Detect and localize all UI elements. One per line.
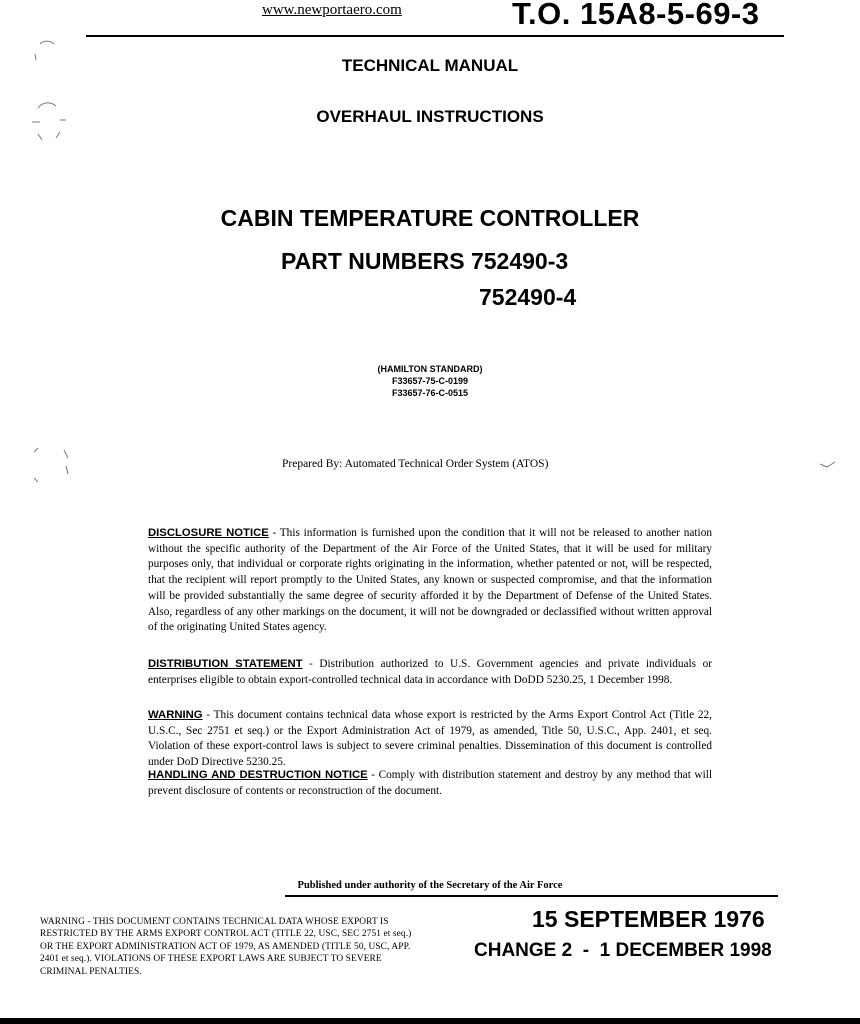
change-notice: CHANGE 2 - 1 DECEMBER 1998 <box>474 940 772 961</box>
manufacturer-name: (HAMILTON STANDARD) <box>377 364 483 374</box>
handling-text: - Comply with distribution statement and destroy by any method that will prevent disclosure of contents or reconstruction of the document. <box>148 769 712 797</box>
manual-subtype: OVERHAUL INSTRUCTIONS <box>316 107 544 126</box>
punch-hole-marks <box>20 30 80 500</box>
distribution-statement <box>148 657 712 688</box>
warning-label: WARNING <box>148 709 203 721</box>
manufacturer-block <box>0 363 860 399</box>
scan-mark <box>818 458 838 470</box>
disclosure-text: - This information is furnished upon the condition that it will not be released to another nation without the specific authority of the Department of the Air Force of the United States, that it will be used for military purposes only, that individual or corporate rights originating in the information, whether patented or not, will be respected, that the recipient will report promptly to the United States, any known or suspected compromise, and that the information will be provided substantially the same degree of security afforded it by the Department of Defense of the United States. Also, regardless of any other markings on the document, it will not be downgraded or declassified without written approval of the originating United States agency. <box>148 527 712 634</box>
published-authority: Published under authority of the Secretary of the Air Force <box>297 880 563 891</box>
contract-number-1: F33657-75-C-0199 <box>391 376 469 386</box>
prepared-by: Prepared By: Automated Technical Order System (ATOS) <box>282 458 549 470</box>
export-warning: WARNING - THIS DOCUMENT CONTAINS TECHNICAL DATA WHOSE EXPORT IS RESTRICTED BY THE ARMS EXPORT CONTROL ACT (TITLE 22, USC, SEC 2751 et seq.) OR THE EXPORT ADMINISTRATION ACT OF 1979, AS AMENDED (TITLE 50, USC, APP. 2401 et seq.). VIOLATIONS OF THESE EXPORT LAWS ARE SUBJECT TO SEVERE CRIMINAL PENALTIES. <box>40 917 412 977</box>
distribution-text: - Distribution authorized to U.S. Government agencies and private individuals or enterprises eligible to obtain export-controlled technical data in accordance with DoDD 5230.25, 1 December 1998. <box>148 658 712 686</box>
bottom-divider <box>285 895 778 897</box>
disclosure-notice <box>148 526 712 636</box>
part-number-2: 752490-4 <box>479 284 577 310</box>
top-divider <box>86 35 784 37</box>
handling-label: HANDLING AND DESTRUCTION NOTICE <box>148 769 368 781</box>
warning-notice <box>148 708 712 771</box>
part-number-1: 752490-3 <box>470 248 569 274</box>
handling-notice <box>148 768 712 799</box>
issue-date: 15 SEPTEMBER 1976 <box>532 906 765 932</box>
contract-number-2: F33657-76-C-0515 <box>391 388 469 398</box>
manual-type: TECHNICAL MANUAL <box>341 56 519 75</box>
website-link[interactable]: www.newportaero.com <box>262 2 402 18</box>
disclosure-label: DISCLOSURE NOTICE <box>148 527 269 539</box>
technical-order-number: T.O. 15A8-5-69-3 <box>512 0 760 31</box>
document-title: CABIN TEMPERATURE CONTROLLER <box>220 205 640 231</box>
part-numbers-line <box>281 248 568 275</box>
part-numbers-label: PART NUMBERS <box>281 248 465 274</box>
distribution-label: DISTRIBUTION STATEMENT <box>148 658 303 670</box>
warning-text: - This document contains technical data whose export is restricted by the Arms Export Control Act (Title 22, U.S.C., Sec 2751 et seq.) or the Export Administration Act of 1979, as amended, Title 50, U.S.C., App. 2401, et seq. Violation of these export-control laws is subject to severe criminal penalties. Dissemination of this document is controlled under DoD Directive 5230.25. <box>148 709 712 769</box>
scan-edge-bar <box>0 1018 860 1024</box>
